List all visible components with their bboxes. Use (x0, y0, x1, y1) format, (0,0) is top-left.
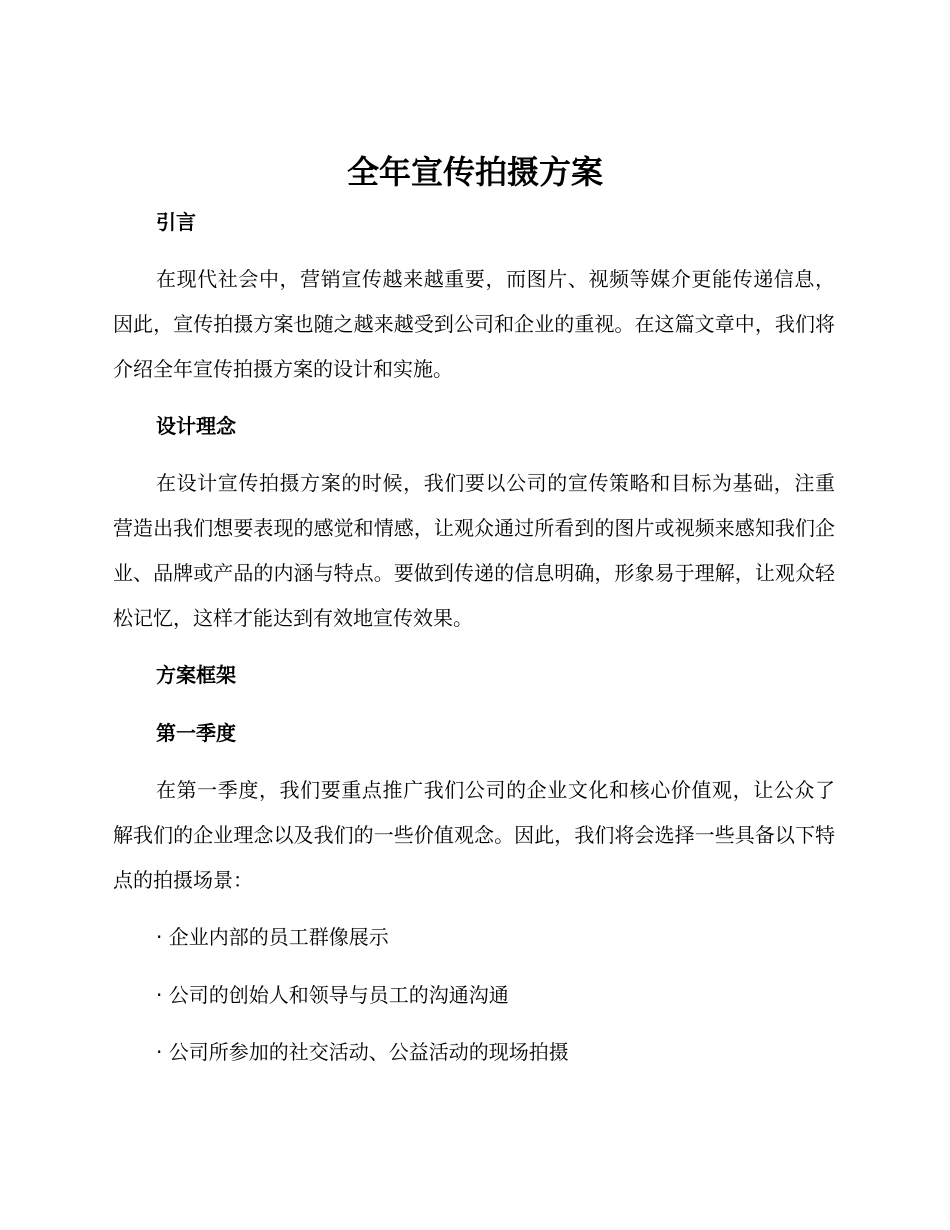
list-item: · 公司的创始人和领导与员工的沟通沟通 (156, 983, 509, 1007)
list-item: · 公司所参加的社交活动、公益活动的现场拍摄 (156, 1040, 569, 1064)
q1-paragraph: 在第一季度，我们要重点推广我们公司的企业文化和核心价值观，让公众了解我们的企业理念以及我们的一些价值观念。因此，我们将会选择一些具备以下特点的拍摄场景： (113, 778, 835, 892)
section-heading-design: 设计理念 (156, 414, 236, 438)
section-heading-framework: 方案框架 (156, 663, 236, 687)
intro-paragraph: 在现代社会中，营销宣传越来越重要，而图片、视频等媒介更能传递信息，因此，宣传拍摄方案也随之越来越受到公司和企业的重视。在这篇文章中，我们将介绍全年宣传拍摄方案的设计和实施。 (113, 267, 835, 381)
list-item: · 企业内部的员工群像展示 (156, 925, 389, 949)
section-heading-intro: 引言 (156, 210, 196, 234)
document-title: 全年宣传拍摄方案 (346, 153, 603, 191)
section-heading-q1: 第一季度 (156, 721, 236, 745)
design-paragraph: 在设计宣传拍摄方案的时候，我们要以公司的宣传策略和目标为基础，注重营造出我们想要表现的感觉和情感，让观众通过所看到的图片或视频来感知我们企业、品牌或产品的内涵与特点。要做到传递的信息明确，形象易于理解，让观众轻松记忆，这样才能达到有效地宣传效果。 (113, 471, 835, 630)
